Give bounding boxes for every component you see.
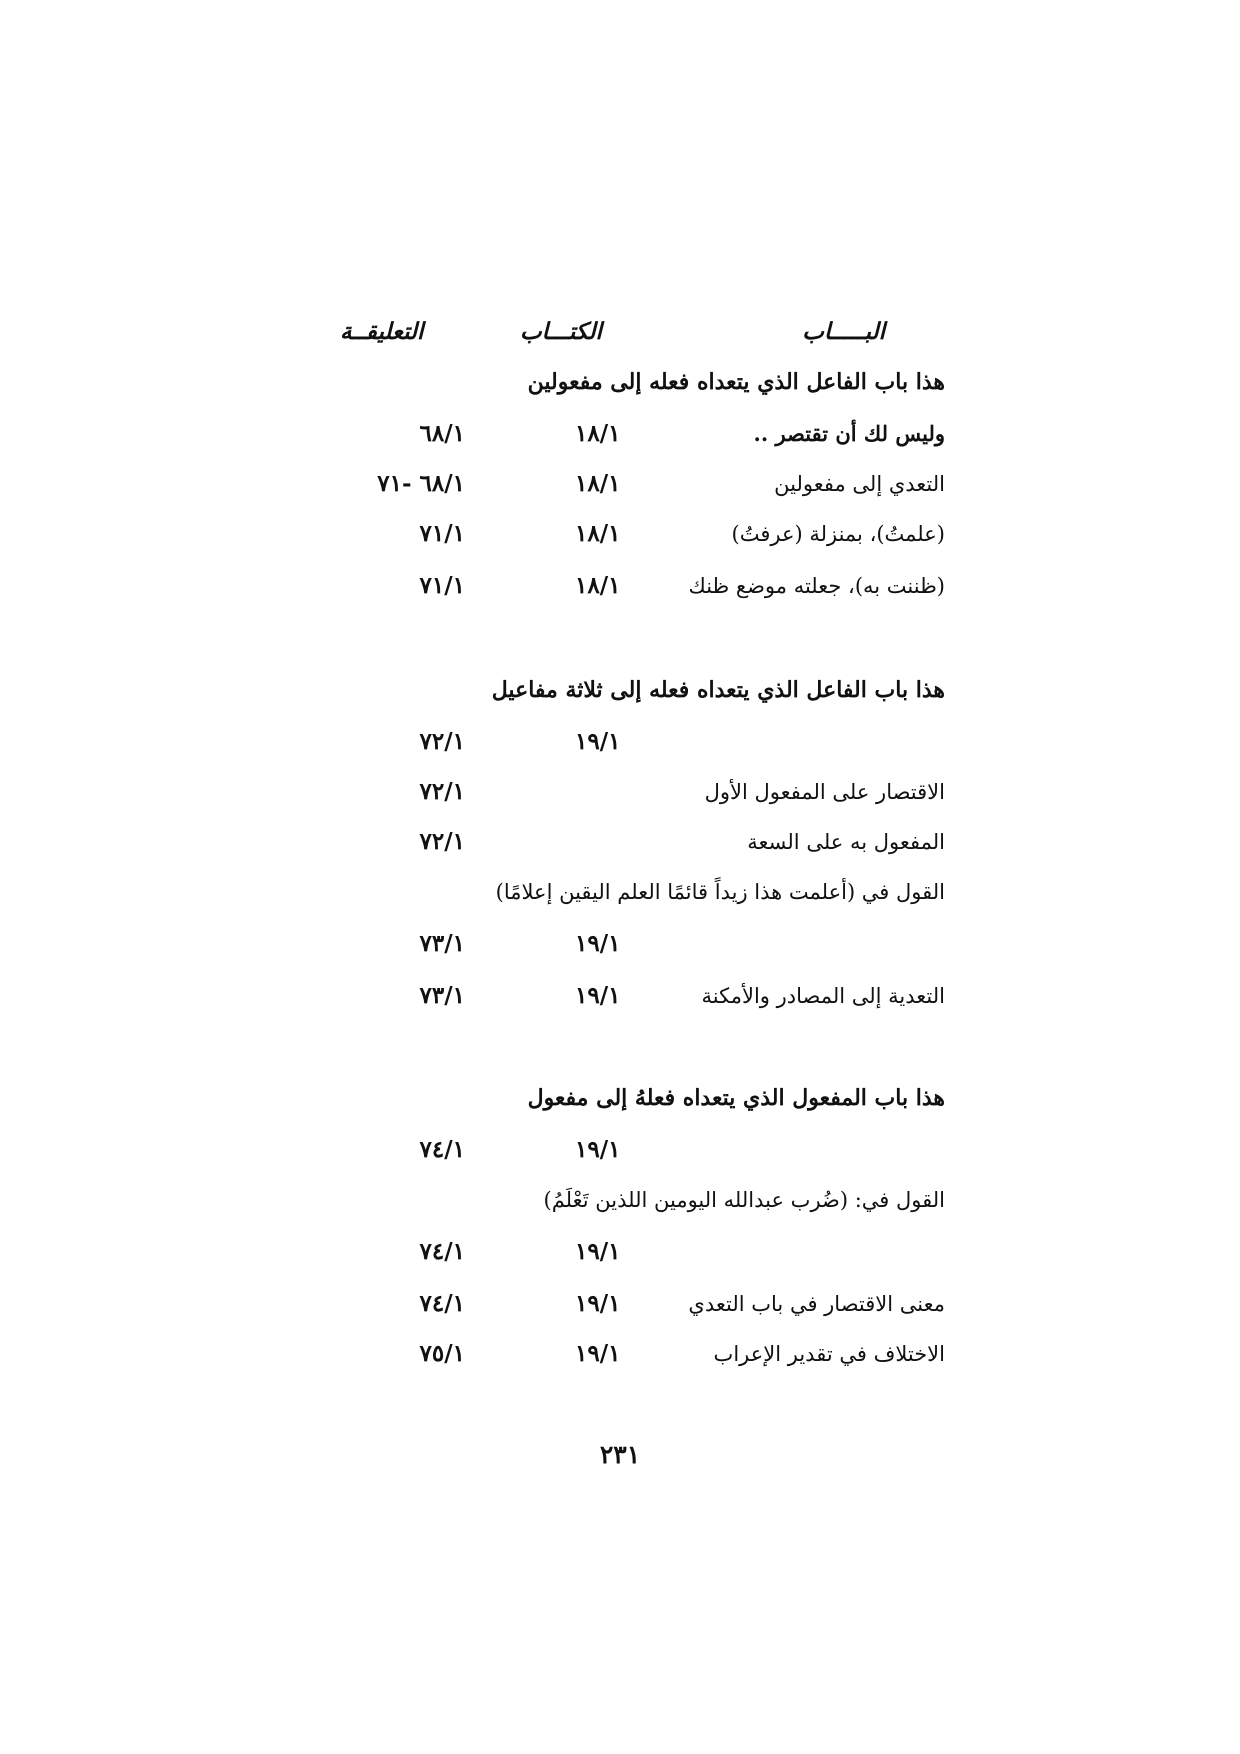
kitab-reference: ١٩/١ bbox=[575, 728, 621, 755]
taliqa-reference: ٧٤/١ bbox=[419, 1238, 465, 1265]
taliqa-reference: ٧١/١ bbox=[419, 520, 465, 547]
entry-title: الاقتصار على المفعول الأول bbox=[704, 780, 945, 804]
index-row bbox=[0, 1330, 1240, 1378]
page-number: ٢٣١ bbox=[599, 1440, 641, 1469]
kitab-reference: ١٨/١ bbox=[575, 572, 621, 599]
entry-title: التعدي إلى مفعولين bbox=[774, 472, 945, 496]
kitab-reference: ١٨/١ bbox=[575, 420, 621, 447]
taliqa-reference: ٧٤/١ bbox=[419, 1136, 465, 1163]
taliqa-reference: ٧١/١ bbox=[419, 572, 465, 599]
entry-title: وليس لك أن تقتصر .. bbox=[753, 421, 945, 446]
section-3-heading-row bbox=[0, 1074, 1240, 1122]
entry-title: المفعول به على السعة bbox=[747, 830, 945, 854]
taliqa-reference: ٦٨/١ -٧١ bbox=[377, 470, 465, 497]
index-row bbox=[0, 562, 1240, 610]
index-row bbox=[0, 868, 1240, 916]
section-1-heading-row bbox=[0, 358, 1240, 406]
entry-title: التعدية إلى المصادر والأمكنة bbox=[701, 984, 945, 1008]
column-header-taliqa: التعليقــة bbox=[340, 318, 424, 345]
taliqa-reference: ٧٢/١ bbox=[419, 728, 465, 755]
index-row bbox=[0, 510, 1240, 558]
taliqa-reference: ٧٤/١ bbox=[419, 1290, 465, 1317]
taliqa-reference: ٧٢/١ bbox=[419, 778, 465, 805]
index-row bbox=[0, 818, 1240, 866]
kitab-reference: ١٨/١ bbox=[575, 470, 621, 497]
taliqa-reference: ٧٣/١ bbox=[419, 930, 465, 957]
index-row bbox=[0, 768, 1240, 816]
column-header-kitab: الكتـــاب bbox=[520, 318, 602, 345]
taliqa-reference: ٧٥/١ bbox=[419, 1340, 465, 1367]
index-row bbox=[0, 1126, 1240, 1174]
entry-title: معنى الاقتصار في باب التعدي bbox=[688, 1292, 945, 1316]
kitab-reference: ١٨/١ bbox=[575, 520, 621, 547]
kitab-reference: ١٩/١ bbox=[575, 982, 621, 1009]
index-row bbox=[0, 460, 1240, 508]
index-row bbox=[0, 1176, 1240, 1224]
section-heading: هذا باب المفعول الذي يتعداه فعلهُ إلى مفعول bbox=[527, 1085, 945, 1111]
taliqa-reference: ٧٣/١ bbox=[419, 982, 465, 1009]
index-row bbox=[0, 410, 1240, 458]
kitab-reference: ١٩/١ bbox=[575, 1136, 621, 1163]
index-row bbox=[0, 920, 1240, 968]
entry-title: القول في (أعلمت هذا زيداً قائمًا العلم اليقين إعلامًا) bbox=[495, 880, 945, 904]
taliqa-reference: ٦٨/١ bbox=[419, 420, 465, 447]
index-row bbox=[0, 1280, 1240, 1328]
kitab-reference: ١٩/١ bbox=[575, 930, 621, 957]
kitab-reference: ١٩/١ bbox=[575, 1238, 621, 1265]
entry-title: القول في: (ضُرب عبدالله اليومين اللذين تَعْلَمُ) bbox=[543, 1188, 945, 1212]
kitab-reference: ١٩/١ bbox=[575, 1290, 621, 1317]
index-row bbox=[0, 718, 1240, 766]
section-heading: هذا باب الفاعل الذي يتعداه فعله إلى ثلاثة مفاعيل bbox=[491, 677, 945, 703]
index-row bbox=[0, 1228, 1240, 1276]
taliqa-reference: ٧٢/١ bbox=[419, 828, 465, 855]
section-heading: هذا باب الفاعل الذي يتعداه فعله إلى مفعولين bbox=[527, 369, 945, 395]
column-header-bab: البـــــاب bbox=[802, 318, 885, 345]
entry-title: الاختلاف في تقدير الإعراب bbox=[713, 1342, 945, 1366]
section-2-heading-row bbox=[0, 666, 1240, 714]
entry-title: (علمتُ)، بمنزلة (عرفتُ) bbox=[731, 522, 945, 546]
index-row bbox=[0, 972, 1240, 1020]
entry-title: (ظننت به)، جعلته موضع ظنك bbox=[688, 574, 945, 598]
kitab-reference: ١٩/١ bbox=[575, 1340, 621, 1367]
